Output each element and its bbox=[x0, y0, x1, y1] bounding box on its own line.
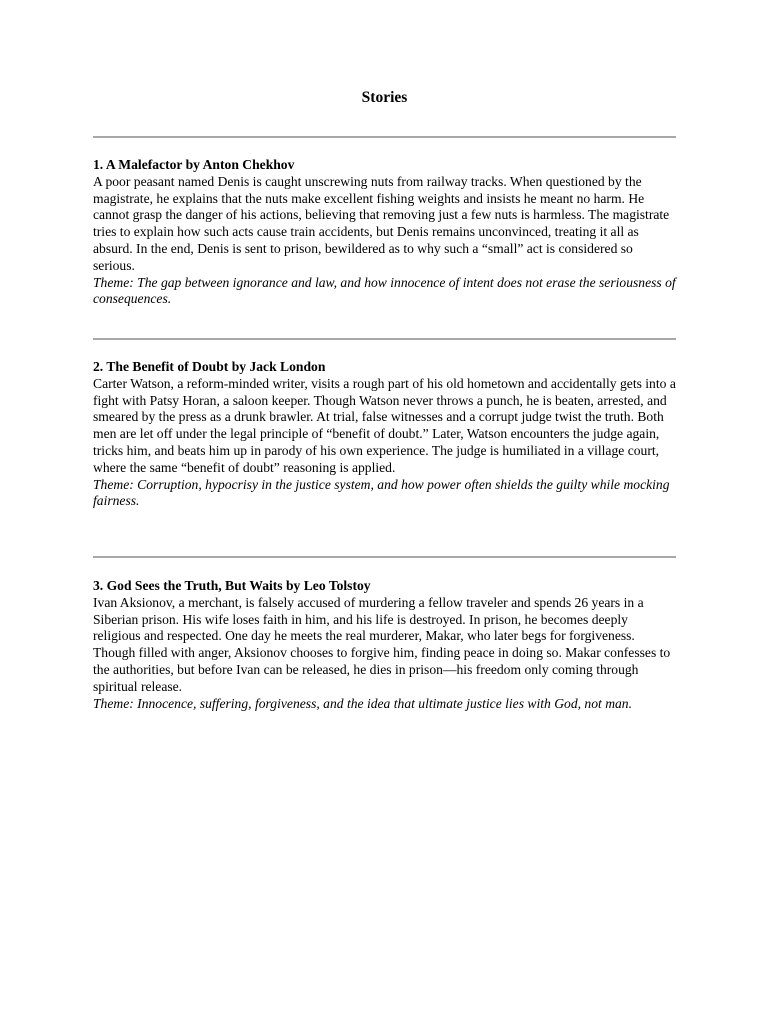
story-3 bbox=[93, 578, 676, 712]
story-heading: 3. God Sees the Truth, But Waits by Leo Tolstoy bbox=[93, 578, 371, 593]
story-heading: 2. The Benefit of Doubt by Jack London bbox=[93, 359, 326, 374]
story-theme: Theme: The gap between ignorance and law, and how innocence of intent does not erase the seriousness of consequences. bbox=[93, 274, 676, 307]
page-title: Stories bbox=[361, 89, 408, 106]
story-2 bbox=[93, 359, 676, 510]
story-heading: 1. A Malefactor by Anton Chekhov bbox=[93, 157, 295, 172]
story-1 bbox=[93, 157, 676, 308]
story-theme: Theme: Corruption, hypocrisy in the justice system, and how power often shields the guilty while mocking fairness. bbox=[93, 476, 670, 509]
story-summary: A poor peasant named Denis is caught unscrewing nuts from railway tracks. When questioned by the magistrate, he explains that the nuts make excellent fishing weights and insists he meant no harm. He cannot grasp the danger of his actions, believing that removing just a few nuts is harmless. The magistrate tries to explain how such acts cause train accidents, but Denis remains unconvinced, treating it all as absurd. In the end, Denis is sent to prison, bewildered as to why such a “small” act is considered so serious. bbox=[93, 173, 670, 273]
section-divider bbox=[93, 556, 676, 558]
story-summary: Ivan Aksionov, a merchant, is falsely accused of murdering a fellow traveler and spends 26 years in a Siberian prison. His wife loses faith in him, and his life is destroyed. In prison, he becomes deeply religious and respected. One day he meets the real murderer, Makar, who later begs for forgiveness. Though filled with anger, Aksionov chooses to forgive him, finding peace in doing so. Makar confesses to the authorities, but before Ivan can be released, he dies in prison—his freedom only coming through spiritual release. bbox=[93, 594, 671, 694]
section-divider bbox=[93, 136, 676, 138]
section-divider bbox=[93, 338, 676, 340]
story-theme: Theme: Innocence, suffering, forgiveness, and the idea that ultimate justice lies with God, not man. bbox=[93, 695, 633, 711]
story-summary: Carter Watson, a reform-minded writer, visits a rough part of his old hometown and accidentally gets into a fight with Patsy Horan, a saloon keeper. Though Watson never throws a punch, he is beaten, arrested, and smeared by the press as a drunk brawler. At trial, false witnesses and a corrupt judge twist the truth. Both men are let off under the legal principle of “benefit of doubt.” Later, Watson encounters the judge again, tricks him, and beats him up in parody of his own experience. The judge is humiliated in a village court, where the same “benefit of doubt” reasoning is applied. bbox=[93, 375, 676, 475]
